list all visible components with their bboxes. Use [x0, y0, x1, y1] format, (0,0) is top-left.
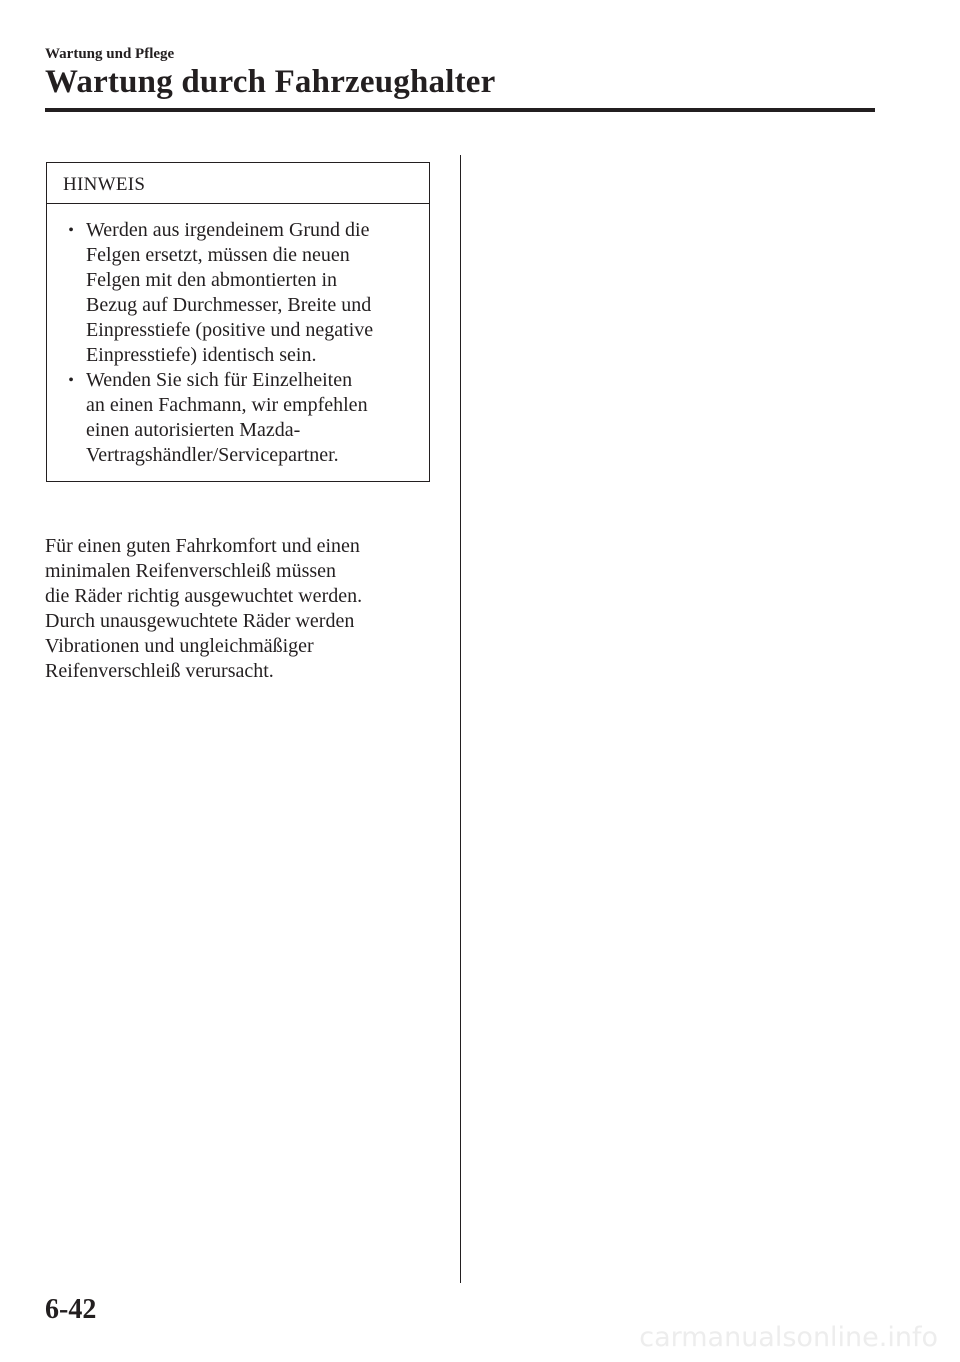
note-line: Werden aus irgendeinem Grund die [86, 219, 370, 241]
column-divider [460, 155, 461, 1283]
body-paragraph [45, 534, 445, 684]
section-label: Wartung und Pflege [45, 46, 175, 62]
note-line: Vertragshändler/Servicepartner. [86, 444, 339, 466]
note-item [47, 218, 429, 368]
note-line: einen autorisierten Mazda- [86, 419, 301, 441]
body-line: Für einen guten Fahrkomfort und einen [45, 535, 360, 557]
note-box [46, 162, 430, 482]
body-line: minimalen Reifenverschleiß müssen [45, 560, 337, 582]
body-line: Vibrationen und ungleichmäßiger [45, 635, 314, 657]
note-separator [47, 203, 429, 204]
bullet-icon: • [68, 372, 74, 389]
note-item [47, 368, 429, 468]
body-line: Durch unausgewuchtete Räder werden [45, 610, 355, 632]
note-line: Wenden Sie sich für Einzelheiten [86, 369, 353, 391]
note-line: Felgen mit den abmontierten in [86, 269, 338, 291]
note-line: Bezug auf Durchmesser, Breite und [86, 294, 372, 316]
bullet-icon: • [68, 222, 74, 239]
page-number: 6-42 [45, 1294, 97, 1325]
note-line: Einpresstiefe (positive und negative [86, 319, 374, 341]
title-rule [45, 108, 875, 112]
note-heading: HINWEIS [63, 174, 146, 195]
note-line: Einpresstiefe) identisch sein. [86, 344, 317, 366]
body-line: die Räder richtig ausgewuchtet werden. [45, 585, 363, 607]
chapter-title: Wartung durch Fahrzeughalter [45, 64, 496, 100]
watermark: carmanualsonline.info [639, 1322, 938, 1353]
body-line: Reifenverschleiß verursacht. [45, 660, 274, 682]
note-line: an einen Fachmann, wir empfehlen [86, 394, 368, 416]
note-list [47, 218, 429, 468]
note-line: Felgen ersetzt, müssen die neuen [86, 244, 350, 266]
